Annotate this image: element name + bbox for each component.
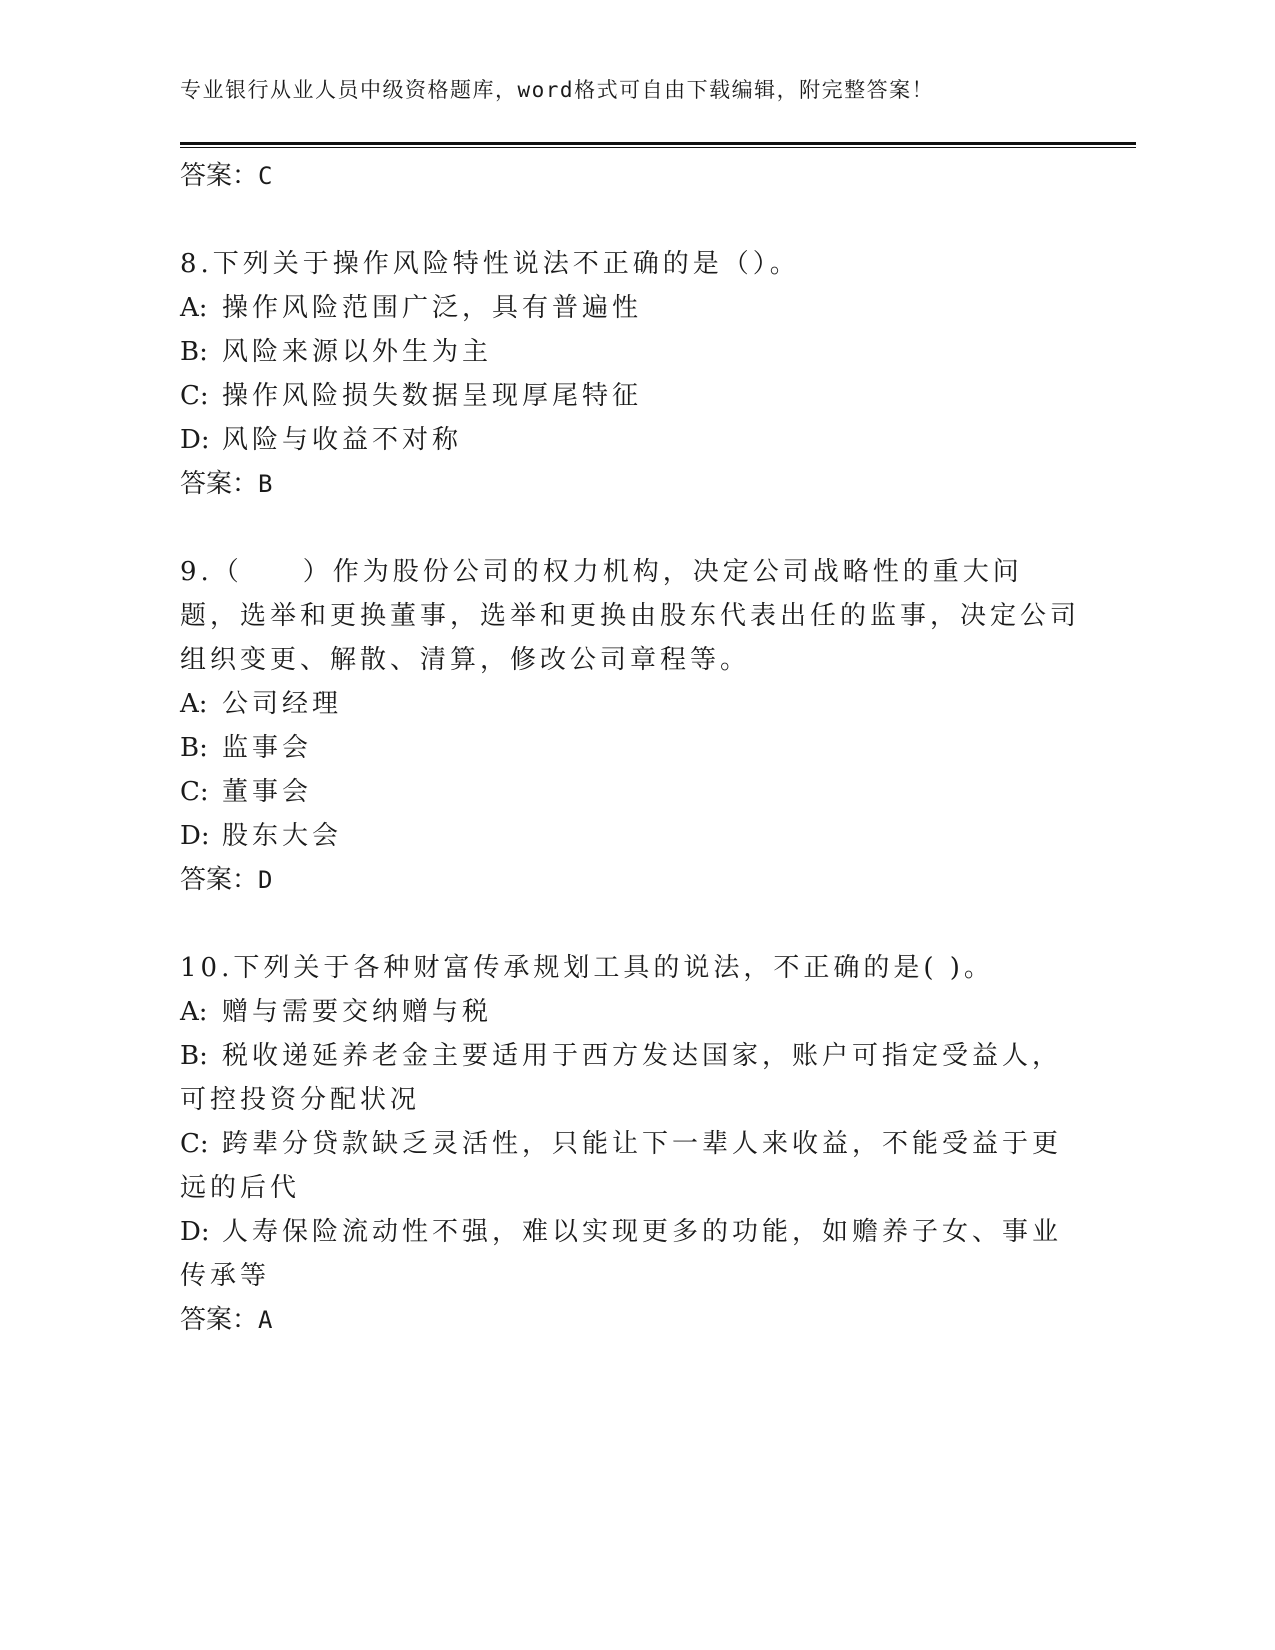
option-label: B:	[180, 733, 208, 763]
answer-prefix: 答案：	[180, 469, 259, 499]
option-text: 跨辈分贷款缺乏灵活性，只能让下一辈人来收益，不能受益于更远的后代	[180, 1129, 1063, 1203]
option-label: B:	[180, 337, 208, 367]
answer-line	[180, 462, 1080, 506]
option-a	[180, 286, 1080, 330]
option-text: 公司经理	[222, 689, 343, 719]
option-label: D:	[180, 1217, 210, 1247]
option-a	[180, 682, 1080, 726]
option-b	[180, 726, 1080, 770]
option-d	[180, 814, 1080, 858]
option-text: 监事会	[222, 733, 313, 763]
option-text: 风险与收益不对称	[222, 425, 463, 455]
option-label: C:	[180, 1129, 209, 1159]
option-label: C:	[180, 381, 209, 411]
option-a	[180, 990, 1080, 1034]
header-divider	[180, 142, 1136, 148]
option-b	[180, 330, 1080, 374]
question-block	[180, 946, 1080, 1342]
answer-line	[180, 1298, 1080, 1342]
question-stem: 10.下列关于各种财富传承规划工具的说法，不正确的是( )。	[180, 953, 994, 983]
answer-value: A	[258, 1306, 273, 1334]
option-text: 税收递延养老金主要适用于西方发达国家，账户可指定受益人，可控投资分配状况	[180, 1041, 1063, 1115]
question-stem: 8.下列关于操作风险特性说法不正确的是（）。	[180, 249, 800, 279]
option-label: D:	[180, 821, 210, 851]
question-list	[180, 154, 1080, 1342]
option-label: A:	[180, 997, 208, 1027]
answer-prefix: 答案：	[180, 865, 259, 895]
option-c	[180, 374, 1080, 418]
answer-prefix: 答案：	[180, 161, 259, 191]
option-c	[180, 770, 1080, 814]
option-c	[180, 1122, 1080, 1210]
question-block	[180, 550, 1080, 902]
option-text: 操作风险损失数据呈现厚尾特征	[222, 381, 643, 411]
question-stem: 9.（ ）作为股份公司的权力机构，决定公司战略性的重大问题，选举和更换董事，选举和更换由股东代表出任的监事，决定公司组织变更、解散、清算，修改公司章程等。	[180, 557, 1081, 675]
document-page	[180, 0, 1140, 1650]
answer-value: C	[258, 162, 273, 190]
option-text: 股东大会	[222, 821, 343, 851]
answer-value: B	[258, 470, 273, 498]
option-d	[180, 418, 1080, 462]
answer-line	[180, 858, 1080, 902]
question-block	[180, 242, 1080, 506]
option-label: A:	[180, 293, 208, 323]
option-text: 赠与需要交纳赠与税	[222, 997, 493, 1027]
option-b	[180, 1034, 1080, 1122]
option-label: A:	[180, 689, 208, 719]
option-text: 操作风险范围广泛，具有普遍性	[222, 293, 643, 323]
option-d	[180, 1210, 1080, 1298]
answer-value: D	[258, 866, 273, 894]
option-text: 人寿保险流动性不强，难以实现更多的功能，如赡养子女、事业传承等	[180, 1217, 1063, 1291]
option-text: 风险来源以外生为主	[222, 337, 493, 367]
page-header: 专业银行从业人员中级资格题库，word格式可自由下载编辑，附完整答案！	[180, 78, 935, 102]
answer-prefix: 答案：	[180, 1305, 259, 1335]
answer-line	[180, 154, 1080, 198]
option-text: 董事会	[222, 777, 313, 807]
option-label: D:	[180, 425, 210, 455]
option-label: B:	[180, 1041, 208, 1071]
option-label: C:	[180, 777, 209, 807]
